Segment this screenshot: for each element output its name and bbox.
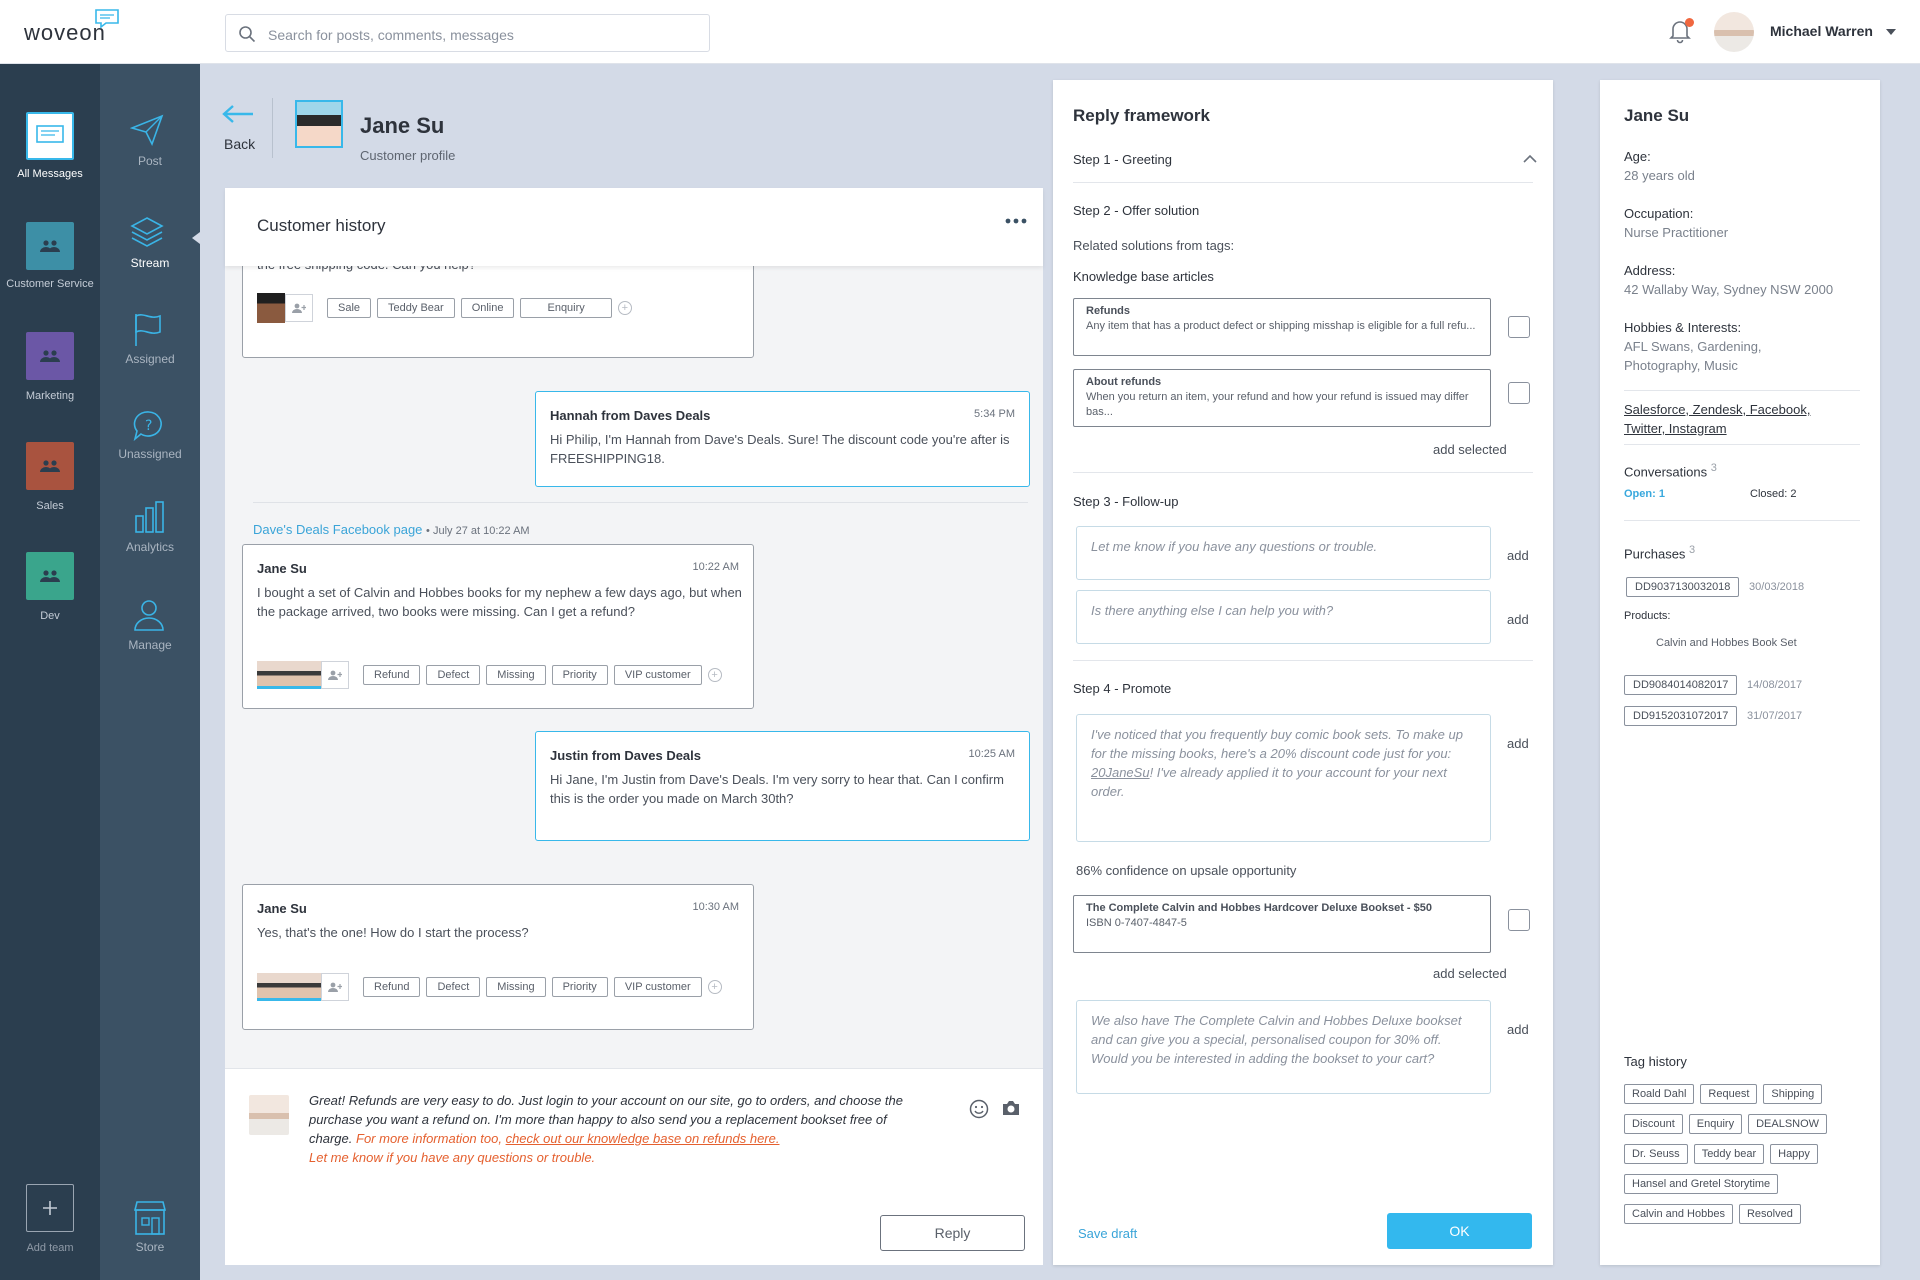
address-value: 42 Wallaby Way, Sydney NSW 2000: [1624, 282, 1834, 297]
participant-avatar: [257, 293, 285, 323]
team-all-messages[interactable]: [26, 112, 74, 160]
purchase-date: 31/07/2017: [1747, 710, 1803, 722]
tag[interactable]: Priority: [552, 977, 608, 997]
age-label: Age:: [1624, 149, 1651, 164]
tag[interactable]: Defect: [426, 977, 480, 997]
product-isbn: ISBN 0-7407-4847-5: [1086, 917, 1187, 929]
message-card[interactable]: [242, 884, 754, 1030]
nav-label: Stream: [130, 256, 170, 270]
customer-avatar: [295, 100, 343, 148]
team-label: Marketing: [25, 390, 75, 402]
store-icon: [132, 1200, 168, 1236]
tag[interactable]: Priority: [552, 665, 608, 685]
customer-subtitle: Customer profile: [360, 148, 456, 163]
purchase-item[interactable]: [1626, 577, 1804, 597]
search-box[interactable]: [225, 14, 710, 52]
divider: [1624, 520, 1860, 521]
logo[interactable]: woveon: [24, 20, 106, 45]
occupation-label: Occupation:: [1624, 206, 1694, 221]
nav-stream[interactable]: [130, 216, 164, 248]
users-icon: [132, 598, 166, 632]
product-suggestion[interactable]: [1073, 895, 1491, 953]
nav-assigned[interactable]: [133, 312, 163, 348]
purchases-text: Purchases: [1624, 546, 1686, 562]
group-icon: [40, 350, 60, 362]
message-text: Yes, that's the one! How do I start the process?: [257, 925, 529, 940]
tag[interactable]: Teddy Bear: [377, 298, 455, 318]
sender-name: Jane Su: [257, 901, 307, 916]
products-label: Products:: [1624, 610, 1671, 622]
search-icon: [238, 25, 256, 43]
promo-code: 20JaneSu: [1091, 765, 1150, 780]
source-line: [253, 522, 530, 537]
promo-suggestion[interactable]: [1076, 714, 1491, 842]
nav-post[interactable]: [130, 114, 164, 146]
nav-store[interactable]: [132, 1200, 168, 1236]
tag[interactable]: Missing: [486, 977, 545, 997]
history-tag[interactable]: Resolved: [1739, 1204, 1801, 1224]
tag-row: [257, 973, 722, 1001]
add-tag-icon[interactable]: +: [708, 980, 722, 994]
confidence-label: 86% confidence on upsale opportunity: [1076, 863, 1297, 878]
message-time: 10:25 AM: [968, 748, 1015, 760]
flag-icon: [133, 312, 163, 348]
purchase-id: DD9037130032018: [1626, 577, 1739, 597]
message-card[interactable]: [242, 544, 754, 709]
kb-checkbox[interactable]: [1508, 316, 1530, 338]
followup-suggestion[interactable]: Is there anything else I can help you with?: [1076, 590, 1491, 644]
participant-avatar: [289, 973, 321, 1001]
social-links[interactable]: Salesforce, Zendesk, Facebook, Twitter, Instagram: [1624, 402, 1811, 436]
step-offer-solution[interactable]: Step 2 - Offer solution: [1073, 203, 1200, 218]
bar-chart-icon: [133, 500, 167, 534]
conversations-count: 3: [1710, 462, 1717, 474]
divider: [1073, 660, 1533, 661]
reply-textarea[interactable]: [309, 1091, 929, 1167]
nav-unassigned[interactable]: [133, 410, 165, 442]
ok-button[interactable]: OK: [1387, 1213, 1532, 1249]
svg-text:?: ?: [145, 418, 153, 434]
history-tag[interactable]: Discount: [1624, 1114, 1683, 1134]
tag-history-list: [1624, 1084, 1860, 1234]
tag[interactable]: VIP customer: [614, 665, 702, 685]
chevron-down-icon[interactable]: [1886, 29, 1896, 35]
tag[interactable]: Refund: [363, 977, 420, 997]
save-draft-button[interactable]: Save draft: [1078, 1226, 1138, 1241]
user-name[interactable]: Michael Warren: [1770, 23, 1873, 39]
reply-composer[interactable]: [225, 1068, 1043, 1265]
add-button[interactable]: add: [1507, 548, 1529, 563]
add-selected-button[interactable]: add selected: [1433, 442, 1507, 457]
sender-name: Hannah from Daves Deals: [550, 408, 711, 423]
purchase-item[interactable]: [1624, 675, 1802, 695]
add-tag-icon[interactable]: +: [618, 301, 632, 315]
active-indicator: [192, 232, 200, 244]
kb-heading: Knowledge base articles: [1073, 269, 1214, 284]
question-bubble-icon: [133, 410, 165, 442]
age-value: 28 years old: [1624, 168, 1695, 183]
kb-checkbox[interactable]: [1508, 382, 1530, 404]
group-icon: [40, 240, 60, 252]
source-link[interactable]: Dave's Deals Facebook page: [253, 522, 423, 537]
product-title: The Complete Calvin and Hobbes Hardcover Deluxe Bookset - $50: [1086, 902, 1432, 914]
tag[interactable]: Online: [461, 298, 515, 318]
add-person-icon[interactable]: [321, 973, 349, 1001]
history-tag[interactable]: Calvin and Hobbes: [1624, 1204, 1733, 1224]
participant-avatar: [257, 973, 289, 1001]
promo-text: I've noticed that you frequently buy comic book sets. To make up for the missing books, here's a 20% discount code just for you:: [1091, 727, 1463, 761]
team-label: Customer Service: [6, 278, 94, 290]
kb-article-text: Any item that has a product defect or shipping misshap is eligible for a full refu...: [1086, 320, 1476, 332]
paper-plane-icon: [130, 114, 164, 146]
agent-message-card[interactable]: [535, 731, 1030, 841]
history-tag[interactable]: Happy: [1770, 1144, 1818, 1164]
add-person-icon[interactable]: [321, 661, 349, 689]
back-arrow-icon[interactable]: [222, 104, 254, 124]
layers-icon: [130, 216, 164, 248]
agent-avatar: [249, 1095, 289, 1135]
purchases-label: [1624, 544, 1695, 561]
purchase-date: 30/03/2018: [1749, 581, 1805, 593]
team-label: All Messages: [17, 168, 83, 180]
panel-title: Customer history: [257, 216, 386, 235]
add-button[interactable]: add: [1507, 612, 1529, 627]
divider: [1624, 444, 1860, 445]
history-tag[interactable]: Dr. Seuss: [1624, 1144, 1688, 1164]
conversations-label: [1624, 462, 1717, 479]
purchase-item[interactable]: [1624, 706, 1802, 726]
message-text: Hi Jane, I'm Justin from Dave's Deals. I'm very sorry to hear that. Can I confirm this is the order you made on March 30th?: [550, 772, 1004, 806]
tag-row: [257, 293, 632, 323]
conversations-text: Conversations: [1624, 464, 1708, 480]
history-header: [225, 188, 1043, 266]
add-team-button[interactable]: [26, 1184, 74, 1232]
tag-history-label: Tag history: [1624, 1054, 1687, 1069]
tag[interactable]: Refund: [363, 665, 420, 685]
team-sales[interactable]: [26, 442, 74, 490]
nav-manage[interactable]: [132, 598, 166, 632]
tag[interactable]: Missing: [486, 665, 545, 685]
participant-avatar: [257, 661, 289, 689]
group-icon: [40, 570, 60, 582]
upsell-suggestion[interactable]: We also have The Complete Calvin and Hobbes Deluxe bookset and can give you a special, personalised coupon for 30% off. Would you be interested in adding the bookset to your cart?: [1076, 1000, 1491, 1094]
kb-article-title: About refunds: [1086, 376, 1162, 388]
hobbies-value: AFL Swans, Gardening, Photography, Music: [1624, 339, 1762, 373]
occupation-value: Nurse Practitioner: [1624, 225, 1729, 240]
history-tag[interactable]: Enquiry: [1689, 1114, 1742, 1134]
add-person-icon[interactable]: [285, 294, 313, 322]
tag[interactable]: Defect: [426, 665, 480, 685]
hobbies-label: Hobbies & Interests:: [1624, 320, 1742, 335]
notification-badge: [1685, 18, 1694, 27]
suggested-text: Let me know if you have any questions or trouble.: [309, 1150, 596, 1165]
team-dev[interactable]: [26, 552, 74, 600]
team-marketing[interactable]: [26, 332, 74, 380]
divider: [253, 502, 1028, 503]
step-greeting[interactable]: Step 1 - Greeting: [1073, 152, 1172, 167]
history-tag[interactable]: Hansel and Gretel Storytime: [1624, 1174, 1778, 1194]
address-label: Address:: [1624, 263, 1676, 278]
nav-label: Manage: [128, 638, 172, 652]
plus-icon: [42, 1200, 58, 1216]
nav-label: Analytics: [125, 540, 175, 554]
tag[interactable]: VIP customer: [614, 977, 702, 997]
nav-rail: [100, 64, 200, 1280]
related-label: Related solutions from tags:: [1073, 238, 1235, 253]
team-rail: [0, 64, 100, 1280]
history-tag[interactable]: Request: [1700, 1084, 1757, 1104]
tag-row: [257, 661, 722, 689]
group-icon: [40, 460, 60, 472]
customer-name: Jane Su: [360, 113, 445, 138]
nav-label: Assigned: [125, 352, 175, 366]
top-bar: [0, 0, 1920, 64]
history-tag[interactable]: Shipping: [1763, 1084, 1822, 1104]
add-tag-icon[interactable]: +: [708, 668, 722, 682]
kb-article[interactable]: [1073, 369, 1491, 427]
divider: [1073, 472, 1533, 473]
customer-profile-panel: [1600, 80, 1880, 1265]
closed-conversations[interactable]: Closed: 2: [1750, 488, 1797, 500]
chat-bubble-icon: [94, 8, 120, 30]
team-customer-service[interactable]: [26, 222, 74, 270]
promo-text: ! I've already applied it to your account for your next order.: [1091, 765, 1447, 799]
profile-name: Jane Su: [1624, 106, 1690, 125]
followup-suggestion[interactable]: Let me know if you have any questions or trouble.: [1076, 526, 1491, 580]
user-avatar[interactable]: [1714, 12, 1754, 52]
kb-article-text: When you return an item, your refund and how your refund is issued may differ bas...: [1086, 391, 1469, 418]
kb-article[interactable]: [1073, 298, 1491, 356]
agent-message-card[interactable]: [535, 391, 1030, 487]
team-label: Dev: [40, 610, 60, 622]
source-meta: • July 27 at 10:22 AM: [426, 525, 530, 537]
message-time: 10:22 AM: [692, 561, 739, 573]
step-promote[interactable]: Step 4 - Promote: [1073, 681, 1172, 696]
purchase-date: 14/08/2017: [1747, 679, 1803, 691]
camera-icon[interactable]: [1001, 1099, 1021, 1117]
open-conversations[interactable]: Open: 1: [1624, 488, 1665, 500]
message-time: 5:34 PM: [974, 408, 1015, 420]
product-name: Calvin and Hobbes Book Set: [1656, 637, 1797, 649]
divider: [272, 98, 273, 158]
purchase-id: DD9152031072017: [1624, 706, 1737, 726]
panel-title: Reply framework: [1073, 106, 1210, 125]
more-options-icon[interactable]: [1005, 218, 1027, 224]
add-button[interactable]: add: [1507, 736, 1529, 751]
add-selected-button[interactable]: add selected: [1433, 966, 1507, 981]
nav-analytics[interactable]: [133, 500, 167, 534]
add-team-label: Add team: [26, 1242, 74, 1254]
purchase-id: DD9084014082017: [1624, 675, 1737, 695]
sender-name: Justin from Daves Deals: [550, 748, 702, 763]
search-input[interactable]: Search for posts, comments, messages: [268, 27, 514, 43]
add-button[interactable]: add: [1507, 1022, 1529, 1037]
message-text: I bought a set of Calvin and Hobbes books for my nephew a few days ago, but when the package arrived, two books were missing. Can I get a refund?: [257, 585, 742, 619]
emoji-icon[interactable]: [969, 1099, 989, 1119]
tag[interactable]: Sale: [327, 298, 371, 318]
participant-avatar: [289, 661, 321, 689]
nav-label: Store: [135, 1240, 165, 1254]
history-tag[interactable]: Teddy bear: [1694, 1144, 1764, 1164]
sender-name: Jane Su: [257, 561, 307, 576]
purchases-count: 3: [1689, 544, 1696, 556]
divider: [1073, 182, 1533, 183]
reply-text: Great! Refunds are very easy to do. Just login to your account on our site, go to orders, and choose the purchase you want a refund on. I'm more than happy to also send you a replacement bookset free of charge.: [309, 1093, 904, 1146]
suggested-text: For more information too,: [356, 1131, 502, 1146]
step-follow-up[interactable]: Step 3 - Follow-up: [1073, 494, 1179, 509]
message-time: 10:30 AM: [692, 901, 739, 913]
history-tag[interactable]: DEALSNOW: [1748, 1114, 1827, 1134]
nav-label: Unassigned: [118, 447, 182, 461]
divider: [1624, 390, 1860, 391]
reply-framework-panel: [1053, 80, 1553, 1265]
reply-button[interactable]: Reply: [880, 1215, 1025, 1251]
chat-bubble-icon: [35, 124, 65, 148]
message-text: Hi Philip, I'm Hannah from Dave's Deals. Sure! The discount code you're after is FREESHIPPING18.: [550, 432, 1010, 466]
team-label: Sales: [36, 500, 64, 512]
chevron-up-icon[interactable]: [1523, 154, 1537, 163]
tag[interactable]: Enquiry: [520, 298, 611, 318]
knowledge-base-link[interactable]: check out our knowledge base on refunds here.: [505, 1131, 780, 1146]
kb-article-title: Refunds: [1086, 305, 1130, 317]
history-tag[interactable]: Roald Dahl: [1624, 1084, 1694, 1104]
nav-label: Post: [137, 154, 162, 168]
back-button[interactable]: Back: [224, 136, 256, 152]
product-checkbox[interactable]: [1508, 909, 1530, 931]
